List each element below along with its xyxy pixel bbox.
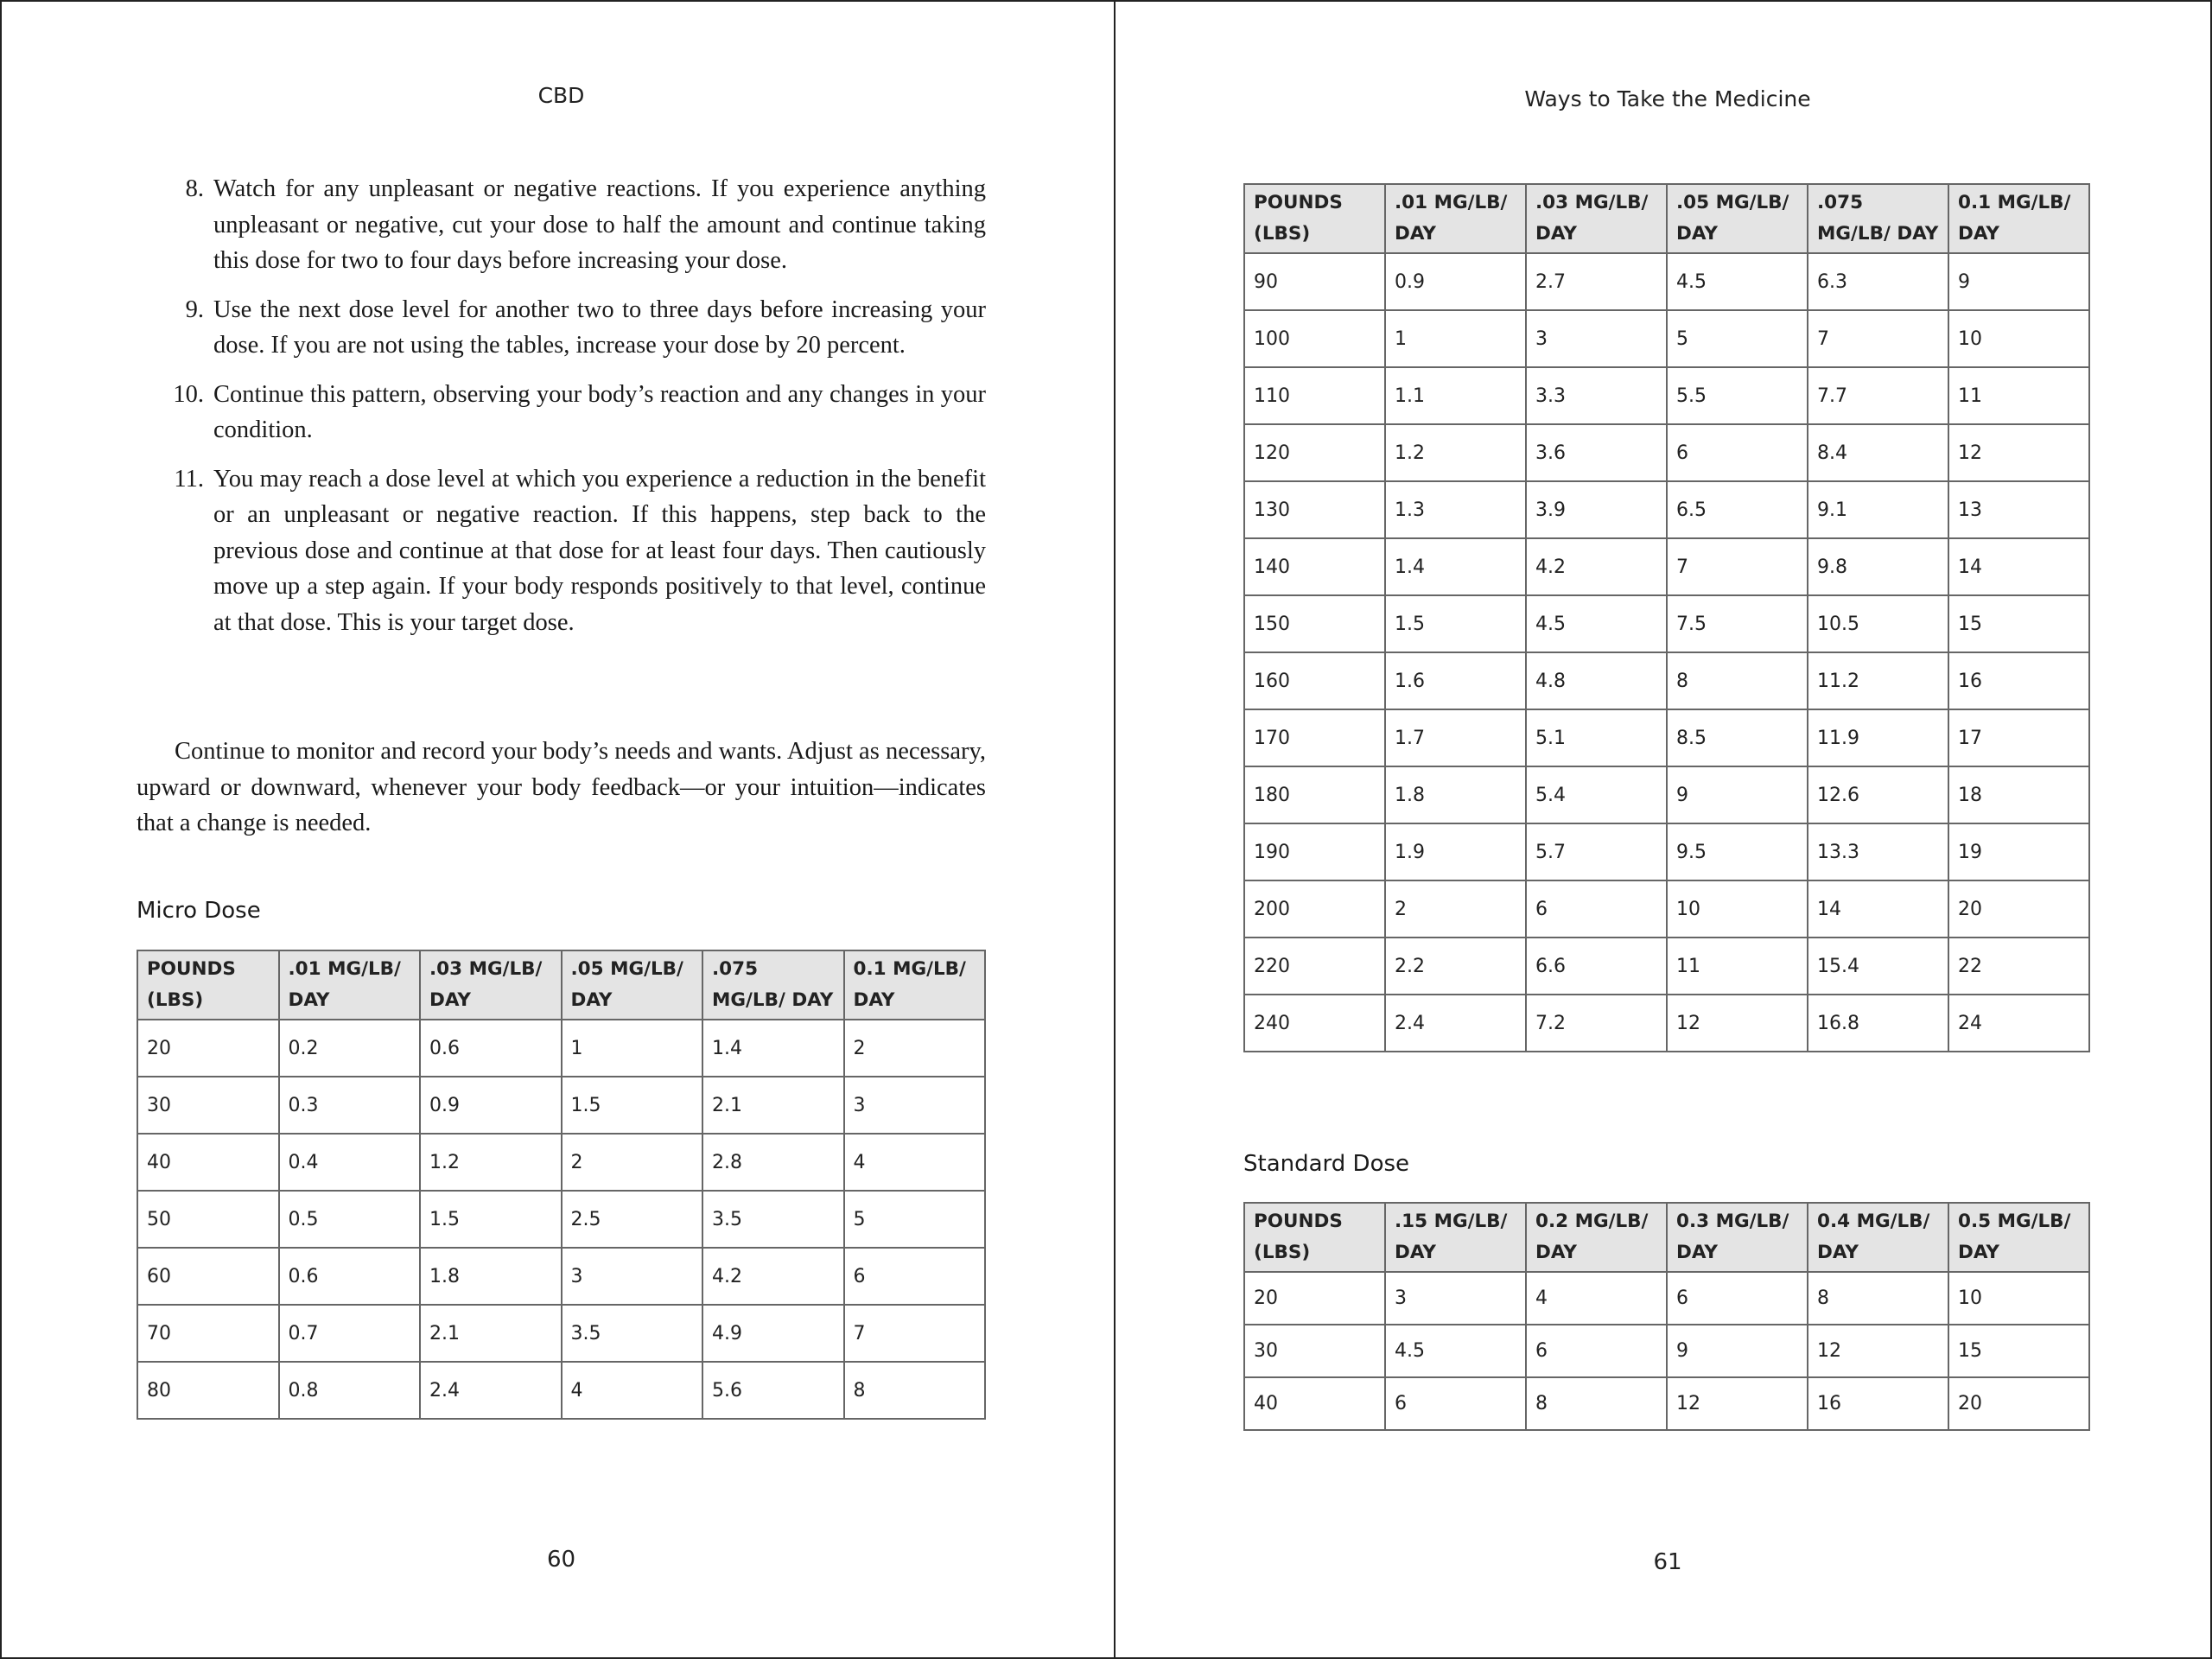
table-row — [1244, 1272, 2089, 1325]
dose-cell: 18 — [1948, 766, 2089, 823]
dose-cell: 15.4 — [1808, 938, 1948, 995]
dose-cell: 12 — [1667, 995, 1808, 1052]
dose-cell: 0.8 — [279, 1362, 421, 1419]
column-header: .075 MG/LB/ DAY — [702, 950, 844, 1020]
column-header: 0.5 MG/LB/ DAY — [1948, 1203, 2089, 1272]
dose-cell: 7.5 — [1667, 595, 1808, 652]
dose-cell: 2.8 — [702, 1134, 844, 1191]
weight-cell: 120 — [1244, 424, 1385, 481]
dose-cell: 6 — [1526, 880, 1667, 938]
column-header: .05 MG/LB/ DAY — [562, 950, 703, 1020]
weight-cell: 90 — [1244, 253, 1385, 310]
dose-cell: 1.5 — [562, 1077, 703, 1134]
dose-cell: 3 — [844, 1077, 986, 1134]
dose-cell: 12 — [1948, 424, 2089, 481]
dose-cell: 1.1 — [1385, 367, 1526, 424]
dose-cell: 1.9 — [1385, 823, 1526, 880]
continued-table-body — [1244, 253, 2089, 1052]
dose-cell: 22 — [1948, 938, 2089, 995]
dose-cell: 3.5 — [562, 1305, 703, 1362]
table-row — [1244, 880, 2089, 938]
dose-cell: 11.2 — [1808, 652, 1948, 709]
column-header: POUNDS (LBS) — [137, 950, 279, 1020]
dose-cell: 8 — [1808, 1272, 1948, 1325]
column-header: .03 MG/LB/ DAY — [1526, 184, 1667, 253]
page-number-left: 60 — [546, 1547, 576, 1573]
standard-dose-body — [1244, 1272, 2089, 1430]
weight-cell: 30 — [137, 1077, 279, 1134]
step-text: Watch for any unpleasant or negative reactions. If you experience anything unpleasant or negative, cut your dose to half the amount and continue taking this dose for two to four days before increasing your dose. — [213, 175, 986, 274]
dose-cell: 7.2 — [1526, 995, 1667, 1052]
dose-cell: 7.7 — [1808, 367, 1948, 424]
dose-cell: 13 — [1948, 481, 2089, 538]
dose-cell: 4.5 — [1667, 253, 1808, 310]
dose-cell: 8 — [1526, 1377, 1667, 1430]
table-row — [1244, 367, 2089, 424]
weight-cell: 20 — [1244, 1272, 1385, 1325]
dose-cell: 4 — [844, 1134, 986, 1191]
dose-cell: 2.1 — [702, 1077, 844, 1134]
dose-cell: 16 — [1808, 1377, 1948, 1430]
weight-cell: 150 — [1244, 595, 1385, 652]
dose-cell: 5.6 — [702, 1362, 844, 1419]
table-header-row — [137, 950, 985, 1020]
dose-cell: 14 — [1948, 538, 2089, 595]
step-text: You may reach a dose level at which you experience a reduction in the benefit or an unpleasant or negative reaction. If this happens, step back to the previous dose and continue at that dose for at least four days. Then cautiously move up a step again. If your body responds positively to that level, continue at that dose. This is your target dose. — [213, 465, 986, 636]
table-row — [1244, 652, 2089, 709]
dose-cell: 3.5 — [702, 1191, 844, 1248]
table-row — [1244, 310, 2089, 367]
body-paragraph: Continue to monitor and record your body’s needs and wants. Adjust as necessary, upward or downward, whenever your body feedback—or your intuition—indicates that a change is needed. — [137, 738, 986, 836]
dose-cell: 2.2 — [1385, 938, 1526, 995]
weight-cell: 80 — [137, 1362, 279, 1419]
dose-cell: 24 — [1948, 995, 2089, 1052]
table-row — [1244, 253, 2089, 310]
step-number: 10. — [173, 380, 204, 408]
dose-cell: 5.7 — [1526, 823, 1667, 880]
column-header: .01 MG/LB/ DAY — [279, 950, 421, 1020]
table-header-row — [1244, 184, 2089, 253]
table-row — [1244, 823, 2089, 880]
table-row — [1244, 538, 2089, 595]
weight-cell: 40 — [137, 1134, 279, 1191]
table-row — [137, 1191, 985, 1248]
running-head-left: CBD — [537, 83, 585, 108]
dose-cell: 1.8 — [420, 1248, 562, 1305]
dose-cell: 6 — [844, 1248, 986, 1305]
dose-cell: 7 — [1667, 538, 1808, 595]
table-row — [1244, 709, 2089, 766]
weight-cell: 60 — [137, 1248, 279, 1305]
dose-cell: 4 — [1526, 1272, 1667, 1325]
table-header-row — [1244, 1203, 2089, 1272]
dose-cell: 4.2 — [1526, 538, 1667, 595]
dose-cell: 10 — [1948, 310, 2089, 367]
micro-dose-title: Micro Dose — [137, 898, 261, 924]
table-row — [137, 1134, 985, 1191]
dose-cell: 6 — [1667, 424, 1808, 481]
dose-cell: 15 — [1948, 1325, 2089, 1377]
step-number: 9. — [185, 296, 204, 323]
dose-cell: 0.9 — [420, 1077, 562, 1134]
dose-cell: 20 — [1948, 880, 2089, 938]
dose-cell: 6.5 — [1667, 481, 1808, 538]
table-row — [137, 1305, 985, 1362]
dose-cell: 1 — [1385, 310, 1526, 367]
dose-cell: 5.5 — [1667, 367, 1808, 424]
dose-cell: 2.7 — [1526, 253, 1667, 310]
dose-cell: 6 — [1667, 1272, 1808, 1325]
dose-cell: 1.5 — [1385, 595, 1526, 652]
dose-cell: 1.5 — [420, 1191, 562, 1248]
dose-cell: 3 — [1526, 310, 1667, 367]
dose-cell: 0.6 — [279, 1248, 421, 1305]
dose-cell: 10 — [1948, 1272, 2089, 1325]
dose-cell: 1.6 — [1385, 652, 1526, 709]
dose-cell: 6.3 — [1808, 253, 1948, 310]
dose-cell: 16 — [1948, 652, 2089, 709]
dose-cell: 6 — [1526, 1325, 1667, 1377]
dose-cell: 9 — [1667, 766, 1808, 823]
dose-cell: 3 — [1385, 1272, 1526, 1325]
dose-cell: 12 — [1808, 1325, 1948, 1377]
table-row — [137, 1020, 985, 1077]
weight-cell: 180 — [1244, 766, 1385, 823]
dose-cell: 0.2 — [279, 1020, 421, 1077]
dose-cell: 5.4 — [1526, 766, 1667, 823]
column-header: POUNDS (LBS) — [1244, 1203, 1385, 1272]
dose-cell: 4.5 — [1526, 595, 1667, 652]
step-text: Continue this pattern, observing your body’s reaction and any changes in your condition. — [213, 380, 986, 443]
table-row — [1244, 766, 2089, 823]
dose-cell: 6.6 — [1526, 938, 1667, 995]
table-row — [1244, 1377, 2089, 1430]
dose-cell: 4.2 — [702, 1248, 844, 1305]
weight-cell: 30 — [1244, 1325, 1385, 1377]
dose-cell: 19 — [1948, 823, 2089, 880]
weight-cell: 160 — [1244, 652, 1385, 709]
dose-cell: 2 — [1385, 880, 1526, 938]
column-header: POUNDS (LBS) — [1244, 184, 1385, 253]
column-header: .075 MG/LB/ DAY — [1808, 184, 1948, 253]
dose-cell: 15 — [1948, 595, 2089, 652]
weight-cell: 190 — [1244, 823, 1385, 880]
dose-cell: 8 — [1667, 652, 1808, 709]
dose-cell: 9.1 — [1808, 481, 1948, 538]
column-header: .15 MG/LB/ DAY — [1385, 1203, 1526, 1272]
column-header: 0.4 MG/LB/ DAY — [1808, 1203, 1948, 1272]
dose-cell: 12 — [1667, 1377, 1808, 1430]
dose-cell: 4 — [562, 1362, 703, 1419]
dose-cell: 0.3 — [279, 1077, 421, 1134]
dose-cell: 1.4 — [1385, 538, 1526, 595]
table-row — [1244, 595, 2089, 652]
column-header: 0.1 MG/LB/ DAY — [844, 950, 986, 1020]
column-header: 0.1 MG/LB/ DAY — [1948, 184, 2089, 253]
dose-cell: 7 — [844, 1305, 986, 1362]
weight-cell: 40 — [1244, 1377, 1385, 1430]
weight-cell: 100 — [1244, 310, 1385, 367]
dose-cell: 6 — [1385, 1377, 1526, 1430]
dose-cell: 8 — [844, 1362, 986, 1419]
table-row — [137, 1077, 985, 1134]
dose-cell: 1 — [562, 1020, 703, 1077]
dose-cell: 1.4 — [702, 1020, 844, 1077]
weight-cell: 220 — [1244, 938, 1385, 995]
dose-cell: 0.5 — [279, 1191, 421, 1248]
dose-cell: 3.6 — [1526, 424, 1667, 481]
dose-cell: 9 — [1667, 1325, 1808, 1377]
standard-dose-table — [1243, 1202, 2090, 1431]
dose-cell: 8.4 — [1808, 424, 1948, 481]
table-row — [1244, 481, 2089, 538]
dose-cell: 17 — [1948, 709, 2089, 766]
weight-cell: 110 — [1244, 367, 1385, 424]
dose-cell: 4.8 — [1526, 652, 1667, 709]
column-header: 0.3 MG/LB/ DAY — [1667, 1203, 1808, 1272]
weight-cell: 240 — [1244, 995, 1385, 1052]
dose-cell: 2 — [562, 1134, 703, 1191]
step-number: 8. — [185, 175, 204, 202]
step-text: Use the next dose level for another two to three days before increasing your dose. If you are not using the tables, increase your dose by 20 percent. — [213, 296, 986, 359]
dose-cell: 3 — [562, 1248, 703, 1305]
dose-cell: 13.3 — [1808, 823, 1948, 880]
dose-cell: 2 — [844, 1020, 986, 1077]
dose-cell: 0.6 — [420, 1020, 562, 1077]
weight-cell: 200 — [1244, 880, 1385, 938]
dose-cell: 12.6 — [1808, 766, 1948, 823]
dose-cell: 1.8 — [1385, 766, 1526, 823]
dose-cell: 9.8 — [1808, 538, 1948, 595]
dose-cell: 1.7 — [1385, 709, 1526, 766]
step-list — [137, 171, 986, 653]
micro-dose-continued-table — [1243, 183, 2090, 1052]
table-row — [1244, 938, 2089, 995]
dose-cell: 7 — [1808, 310, 1948, 367]
micro-dose-table — [137, 950, 986, 1420]
dose-cell: 11.9 — [1808, 709, 1948, 766]
dose-cell: 10 — [1667, 880, 1808, 938]
standard-dose-title: Standard Dose — [1243, 1151, 1410, 1177]
running-head-right: Ways to Take the Medicine — [1524, 86, 1811, 111]
table-row — [1244, 424, 2089, 481]
dose-cell: 9.5 — [1667, 823, 1808, 880]
dose-cell: 2.4 — [1385, 995, 1526, 1052]
dose-cell: 2.1 — [420, 1305, 562, 1362]
dose-cell: 20 — [1948, 1377, 2089, 1430]
dose-cell: 3.3 — [1526, 367, 1667, 424]
weight-cell: 170 — [1244, 709, 1385, 766]
page-number-right: 61 — [1653, 1549, 1682, 1575]
column-header: .03 MG/LB/ DAY — [420, 950, 562, 1020]
dose-cell: 11 — [1948, 367, 2089, 424]
weight-cell: 130 — [1244, 481, 1385, 538]
dose-cell: 0.9 — [1385, 253, 1526, 310]
dose-cell: 3.9 — [1526, 481, 1667, 538]
dose-cell: 2.5 — [562, 1191, 703, 1248]
dose-cell: 2.4 — [420, 1362, 562, 1419]
dose-cell: 16.8 — [1808, 995, 1948, 1052]
weight-cell: 50 — [137, 1191, 279, 1248]
column-header: .05 MG/LB/ DAY — [1667, 184, 1808, 253]
step-number: 11. — [174, 465, 204, 493]
dose-cell: 0.4 — [279, 1134, 421, 1191]
table-row — [1244, 995, 2089, 1052]
step-item — [137, 292, 986, 364]
weight-cell: 140 — [1244, 538, 1385, 595]
step-item — [137, 377, 986, 448]
micro-dose-body — [137, 1020, 985, 1419]
table-row — [137, 1362, 985, 1419]
step-item — [137, 171, 986, 279]
dose-cell: 11 — [1667, 938, 1808, 995]
weight-cell: 70 — [137, 1305, 279, 1362]
step-item — [137, 461, 986, 641]
dose-cell: 1.3 — [1385, 481, 1526, 538]
dose-cell: 14 — [1808, 880, 1948, 938]
dose-cell: 5 — [1667, 310, 1808, 367]
dose-cell: 10.5 — [1808, 595, 1948, 652]
dose-cell: 5 — [844, 1191, 986, 1248]
dose-cell: 4.5 — [1385, 1325, 1526, 1377]
dose-cell: 9 — [1948, 253, 2089, 310]
dose-cell: 8.5 — [1667, 709, 1808, 766]
table-row — [1244, 1325, 2089, 1377]
dose-cell: 5.1 — [1526, 709, 1667, 766]
column-header: 0.2 MG/LB/ DAY — [1526, 1203, 1667, 1272]
table-row — [137, 1248, 985, 1305]
dose-cell: 0.7 — [279, 1305, 421, 1362]
weight-cell: 20 — [137, 1020, 279, 1077]
column-header: .01 MG/LB/ DAY — [1385, 184, 1526, 253]
dose-cell: 1.2 — [420, 1134, 562, 1191]
dose-cell: 4.9 — [702, 1305, 844, 1362]
dose-cell: 1.2 — [1385, 424, 1526, 481]
